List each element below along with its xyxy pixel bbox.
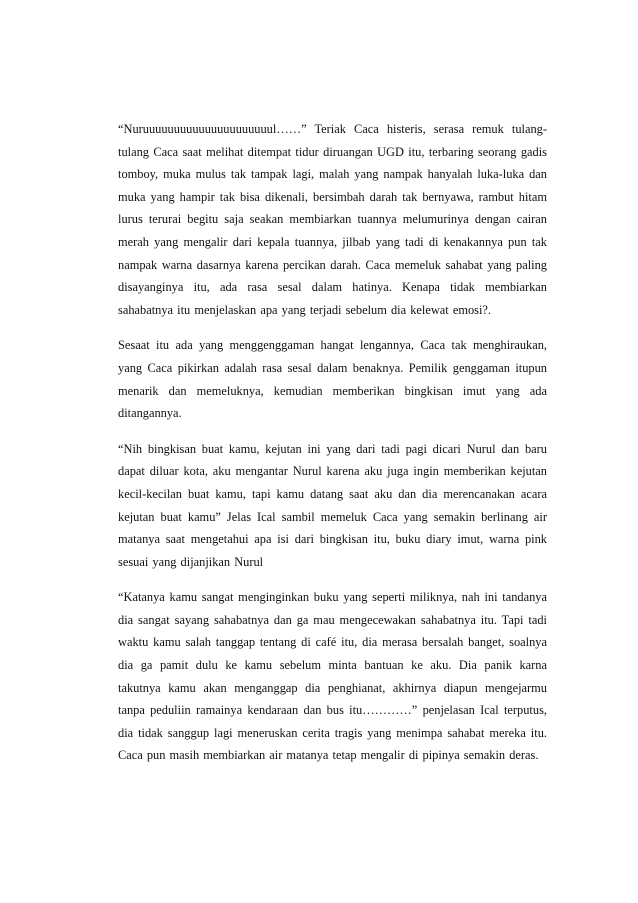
- paragraph-4: “Katanya kamu sangat menginginkan buku yang seperti miliknya, nah ini tandanya dia sangat sayang sahabatnya dan ga mau mengecewakan sahabatnya itu. Tapi tadi waktu kamu salah tanggap tentang di café itu, dia merasa bersalah banget, soalnya dia ga pamit dulu ke kamu sebelum minta bantuan ke aku. Dia panik karna takutnya kamu akan menganggap dia penghianat, akhirnya diapun mengejarmu tanpa peduliin ramainya kendaraan dan bus itu…………” penjelasan Ical terputus, dia tidak sanggup lagi meneruskan cerita tragis yang menimpa sahabat mereka itu. Caca pun masih membiarkan air matanya tetap mengalir di pipinya semakin deras.: [118, 590, 547, 763]
- document-body: [118, 118, 547, 780]
- paragraph-3: “Nih bingkisan buat kamu, kejutan ini yang dari tadi pagi dicari Nurul dan baru dapat diluar kota, aku mengantar Nurul karena aku juga ingin memberikan kejutan kecil-kecilan buat kamu, tapi kamu datang saat aku dan dia merencanakan acara kejutan buat kamu” Jelas Ical sambil memeluk Caca yang semakin berlinang air matanya saat mengetahui apa isi dari bingkisan itu, buku diary imut, warna pink sesuai yang dijanjikan Nurul: [118, 441, 547, 569]
- paragraph-2: Sesaat itu ada yang menggenggaman hangat lengannya, Caca tak menghiraukan, yang Caca pikirkan adalah rasa sesal dalam benaknya. Pemilik genggaman itupun menarik dan memeluknya, kemudian memberikan bingkisan imut yang ada ditangannya.: [118, 338, 547, 421]
- paragraph-1: “Nuruuuuuuuuuuuuuuuuuuuuul……” Teriak Caca histeris, serasa remuk tulang-tulang Caca saat melihat ditempat tidur diruangan UGD itu, terbaring seorang gadis tomboy, muka mulus tak tampak lagi, malah yang nampak hanyalah luka-luka dan muka yang hampir tak bisa dikenali, bersimbah darah tak bernyawa, rambut hitam lurus terurai begitu saja seakan membiarkan tuannya melumurinya dengan cairan merah yang mengalir dari kepala tuannya, jilbab yang tadi di kenakannya pun tak nampak warna dasarnya karena percikan darah. Caca memeluk sahabat yang paling disayanginya itu, ada rasa sesal dalam hatinya. Kenapa tidak membiarkan sahabatnya itu menjelaskan apa yang terjadi sebelum dia kelewat emosi?.: [118, 122, 547, 317]
